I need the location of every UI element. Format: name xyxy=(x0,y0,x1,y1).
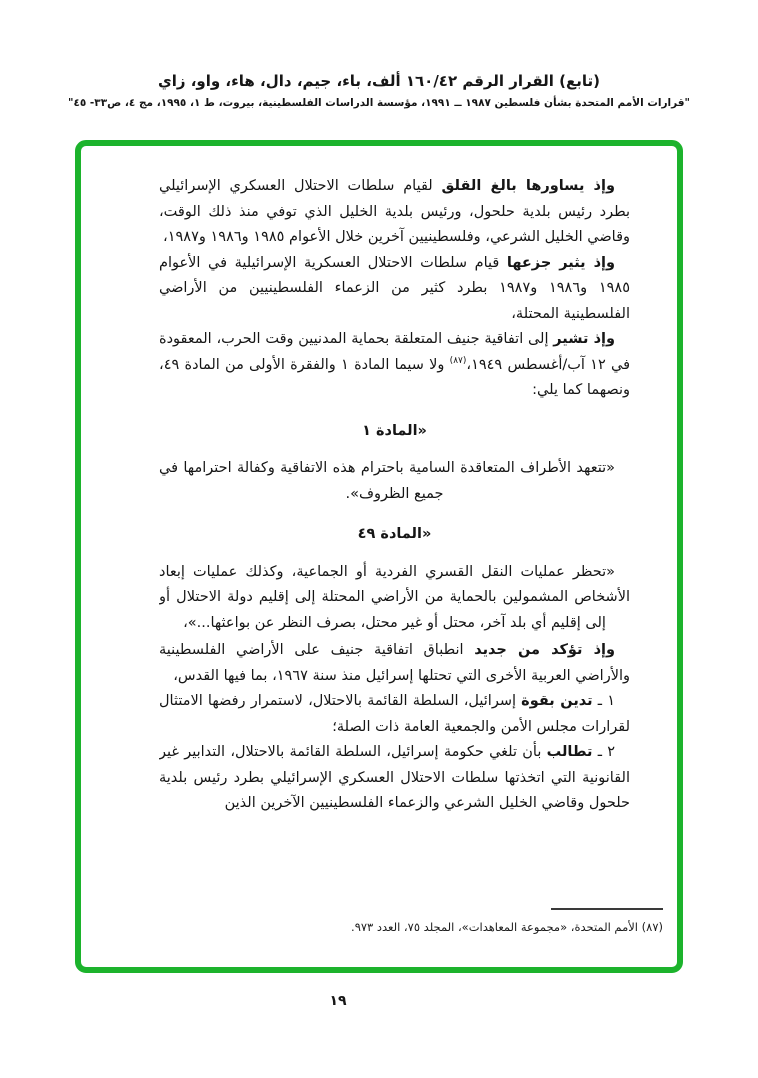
paragraph: ٢ ـ تطالب بأن تلغي حكومة إسرائيل، السلطة القائمة بالاحتلال، التدابير غير القانونية التي اتخذتها سلطات الاحتلال العسكري الإسرائيلي بطرد رئيس بلدية حلحول وقاضي الخليل الشرعي والزعماء الفلسطينيين الآخرين الذين xyxy=(159,744,630,811)
paragraph: وإذ يساورها بالغ القلق لقيام سلطات الاحتلال العسكري الإسرائيلي بطرد رئيس بلدية حلحول، ورئيس بلدية الخليل الذي توفي منذ ذلك الوقت، وقاضي الخليل الشرعي، وفلسطينيين آخرين خلال الأعوام ١٩٨٥ و١٩٨٦ و١٩٨٧، xyxy=(159,178,630,245)
source-citation: "قرارات الأمم المتحدة بشأن فلسطين ١٩٨٧ ــ ١٩٩١، مؤسسة الدراسات الفلسطينية، بيروت، ط ١، ١٩٩٥، مج ٤، ص٣٣- ٤٥" xyxy=(67,97,691,109)
article-heading: «المادة ١ xyxy=(362,422,427,439)
footnote-text: (٨٧) الأمم المتحدة، «مجموعة المعاهدات»، المجلد ٧٥، العدد ٩٧٣. xyxy=(351,920,663,934)
article-heading: «المادة ٤٩ xyxy=(357,526,432,542)
paragraph: ١ ـ تدين بقوة إسرائيل، السلطة القائمة بالاحتلال، لاستمرار رفضها الامتثال لقرارات مجلس الأمن والجمعية العامة ذات الصلة؛ xyxy=(159,693,630,735)
page-number: ١٩ xyxy=(329,993,347,1009)
paragraph: «تتعهد الأطراف المتعاقدة السامية باحترام هذه الاتفاقية وكفالة احترامها في جميع الظروف». xyxy=(159,460,615,502)
footnote-area xyxy=(217,908,663,935)
document-header xyxy=(0,72,758,109)
resolution-title: (تابع) القرار الرقم ١٦٠/٤٢ ألف، باء، جيم، دال، هاء، واو، زاي xyxy=(157,72,601,90)
paragraph: وإذ تشير إلى اتفاقية جنيف المتعلقة بحماية المدنيين وقت الحرب، المعقودة في ١٢ آب/أغسطس ١٩٤٩،$^{(٨٧)}$ ولا سيما المادة ١ والفقرة الأولى من المادة ٤٩، ونصهما كما يلي: xyxy=(159,331,630,398)
green-border-frame xyxy=(75,140,683,973)
resolution-body xyxy=(159,174,630,904)
footnote-separator-rule xyxy=(551,908,663,910)
paragraph: وإذ يثير جزعها قيام سلطات الاحتلال العسكرية الإسرائيلية في الأعوام ١٩٨٥ و١٩٨٦ و١٩٨٧ بطرد كثير من الزعماء الفلسطينيين من الأراضي الفلسطينية المحتلة، xyxy=(159,254,630,322)
footnote-marker: (٨٧) xyxy=(449,355,467,366)
paragraph: «تحظر عمليات النقل القسري الفردية أو الجماعية، وكذلك عمليات إبعاد الأشخاص المشمولين بالحماية من الأراضي المحتلة إلى إقليم دولة الاحتلال أو إلى إقليم أي بلد آخر، محتل أو غير محتل، بصرف النظر عن بواعثها...»، xyxy=(159,563,630,631)
paragraph: وإذ تؤكد من جديد انطباق اتفاقية جنيف على الأراضي الفلسطينية والأراضي العربية الأخرى التي تحتلها إسرائيل منذ سنة ١٩٦٧، بما فيها القدس، xyxy=(159,642,630,684)
